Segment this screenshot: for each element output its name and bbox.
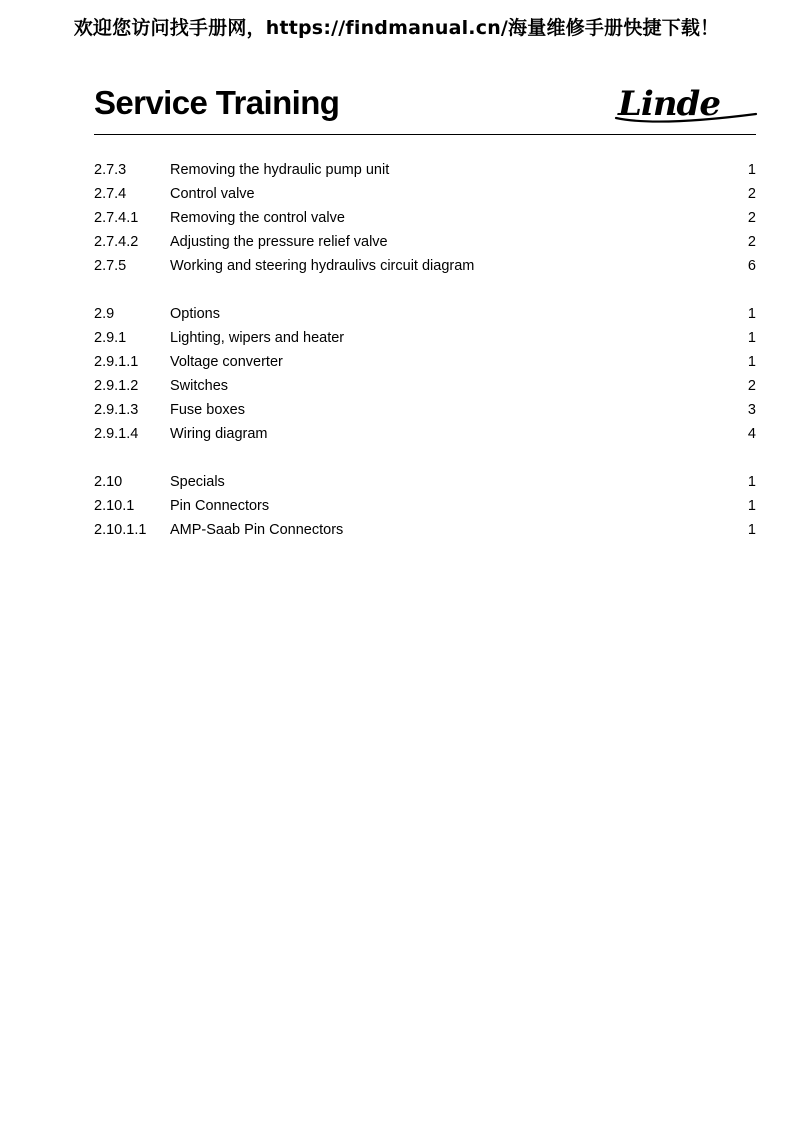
table-of-contents bbox=[94, 158, 756, 566]
toc-entry[interactable] bbox=[94, 470, 756, 494]
toc-entry-page: 2 bbox=[747, 186, 756, 202]
toc-entry-title: Voltage converter bbox=[170, 354, 283, 370]
toc-entry[interactable] bbox=[94, 374, 756, 398]
toc-entry-number: 2.10 bbox=[94, 474, 123, 490]
toc-entry-page: 2 bbox=[747, 378, 756, 394]
linde-logo bbox=[614, 84, 760, 128]
toc-group-hydraulics bbox=[94, 158, 756, 278]
toc-entry-page: 1 bbox=[747, 306, 756, 322]
toc-entry-number: 2.10.1 bbox=[94, 498, 135, 514]
toc-entry-number: 2.9.1.4 bbox=[94, 426, 139, 442]
toc-entry-title: Removing the control valve bbox=[170, 210, 345, 226]
toc-entry[interactable] bbox=[94, 302, 756, 326]
toc-entry-number: 2.7.4.2 bbox=[94, 234, 139, 250]
toc-entry-number: 2.9.1 bbox=[94, 330, 127, 346]
toc-entry-number: 2.9.1.1 bbox=[94, 354, 139, 370]
toc-entry-page: 1 bbox=[747, 162, 756, 178]
toc-entry-number: 2.9 bbox=[94, 306, 115, 322]
toc-entry-title: AMP-Saab Pin Connectors bbox=[170, 522, 344, 538]
toc-entry-number: 2.7.5 bbox=[94, 258, 127, 274]
toc-entry[interactable] bbox=[94, 422, 756, 446]
toc-entry[interactable] bbox=[94, 350, 756, 374]
toc-entry-title: Specials bbox=[170, 474, 225, 490]
toc-entry-number: 2.10.1.1 bbox=[94, 522, 147, 538]
toc-entry[interactable] bbox=[94, 254, 756, 278]
toc-entry-page: 4 bbox=[747, 426, 756, 442]
toc-entry[interactable] bbox=[94, 230, 756, 254]
toc-entry-page: 1 bbox=[747, 474, 756, 490]
toc-entry-page: 1 bbox=[747, 498, 756, 514]
toc-entry[interactable] bbox=[94, 518, 756, 542]
toc-entry-title: Control valve bbox=[170, 186, 255, 202]
toc-entry[interactable] bbox=[94, 326, 756, 350]
toc-entry-number: 2.9.1.3 bbox=[94, 402, 139, 418]
toc-entry-page: 1 bbox=[747, 354, 756, 370]
toc-entry-title: Fuse boxes bbox=[170, 402, 245, 418]
toc-entry-title: Wiring diagram bbox=[170, 426, 268, 442]
toc-entry[interactable] bbox=[94, 206, 756, 230]
toc-group-options bbox=[94, 302, 756, 446]
toc-entry[interactable] bbox=[94, 182, 756, 206]
toc-entry-page: 1 bbox=[747, 330, 756, 346]
toc-entry[interactable] bbox=[94, 494, 756, 518]
toc-entry-number: 2.7.3 bbox=[94, 162, 127, 178]
toc-entry-page: 1 bbox=[747, 522, 756, 538]
toc-entry-number: 2.9.1.2 bbox=[94, 378, 139, 394]
toc-entry-title: Working and steering hydraulivs circuit diagram bbox=[170, 258, 475, 274]
toc-entry-title: Switches bbox=[170, 378, 229, 394]
toc-entry-title: Removing the hydraulic pump unit bbox=[170, 162, 390, 178]
toc-entry-number: 2.7.4.1 bbox=[94, 210, 139, 226]
page-title: Service Training bbox=[94, 84, 340, 121]
toc-entry-number: 2.7.4 bbox=[94, 186, 127, 202]
toc-group-specials bbox=[94, 470, 756, 542]
toc-entry-title: Adjusting the pressure relief valve bbox=[170, 234, 388, 250]
toc-entry-page: 2 bbox=[747, 234, 756, 250]
toc-entry-title: Options bbox=[170, 306, 220, 322]
toc-entry-title: Lighting, wipers and heater bbox=[170, 330, 345, 346]
header-divider bbox=[94, 134, 756, 135]
toc-entry-title: Pin Connectors bbox=[170, 498, 270, 514]
toc-entry-page: 3 bbox=[747, 402, 756, 418]
toc-entry[interactable] bbox=[94, 398, 756, 422]
site-banner[interactable]: 欢迎您访问找手册网，https://findmanual.cn/海量维修手册快捷下载！ bbox=[73, 17, 720, 39]
toc-entry-page: 2 bbox=[747, 210, 756, 226]
toc-entry-page: 6 bbox=[747, 258, 756, 274]
logo-text: Linde bbox=[618, 84, 720, 124]
toc-entry[interactable] bbox=[94, 158, 756, 182]
